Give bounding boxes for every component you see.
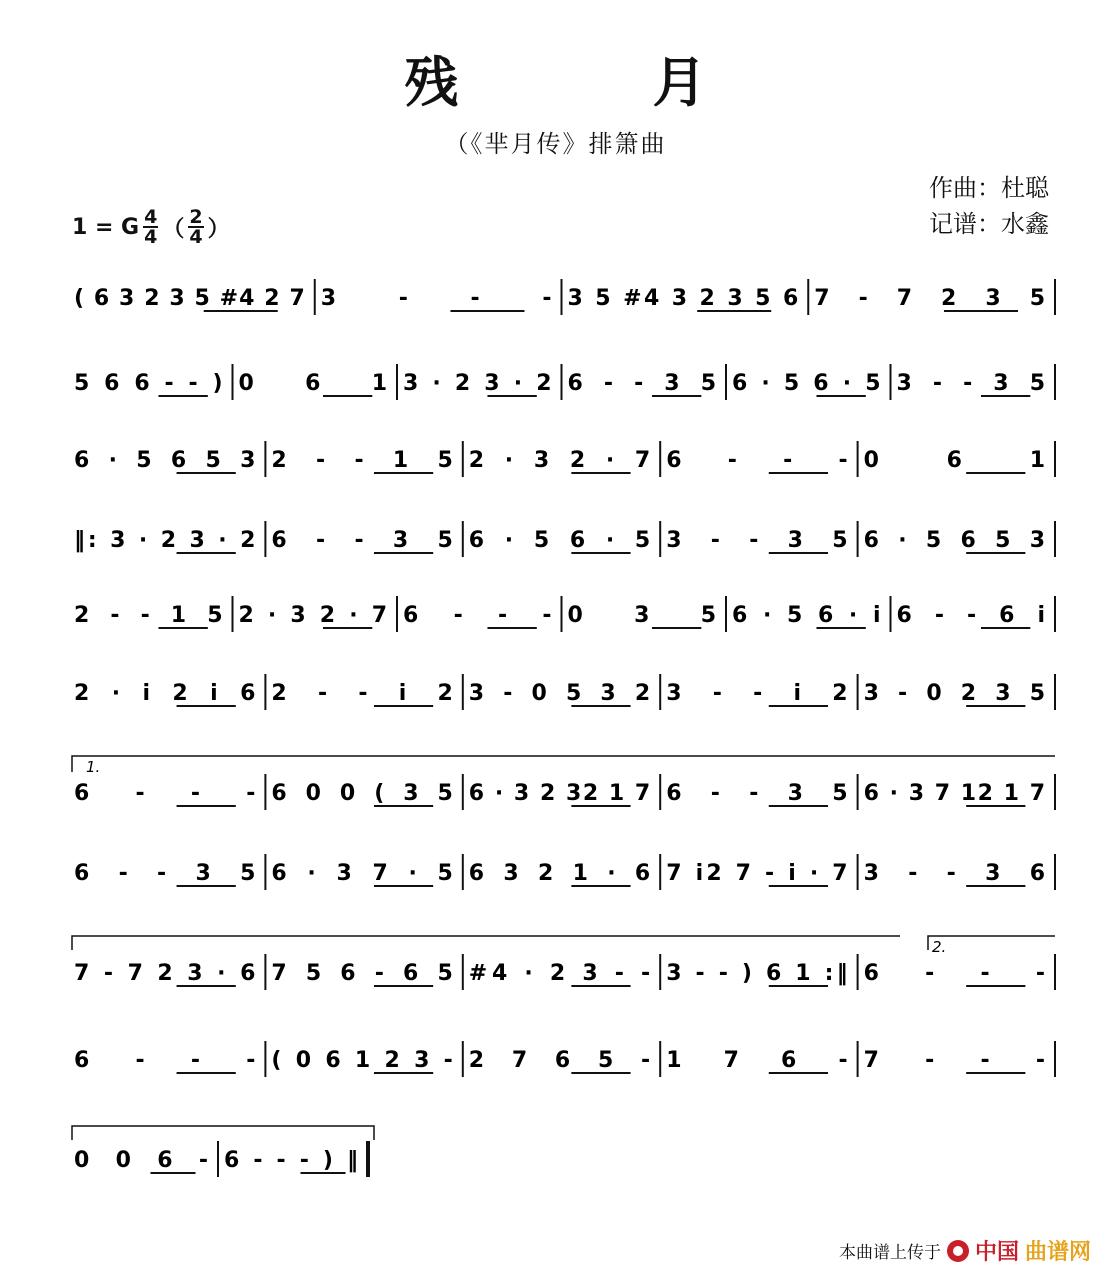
measure-notes: 3 - - 3 6 xyxy=(863,861,1045,886)
volta-first-label: 1. xyxy=(86,758,101,776)
measure-notes: 2 · 3 2 · 7 xyxy=(468,448,651,473)
measure-notes: 7 - - - xyxy=(863,1048,1045,1073)
measure-notes: 3 - - i 2 xyxy=(666,681,848,706)
measure-notes: 6 - - 3 5 xyxy=(666,781,848,806)
measure-notes: 0 6 1 xyxy=(238,371,387,396)
measure-notes: 3 - - 3 5 xyxy=(896,371,1045,396)
measure-notes: 3 - 0 2 3 5 xyxy=(863,681,1045,706)
measure-notes: 6 3 2 1 · 6 xyxy=(468,861,651,886)
measure-notes: 3 - - 3 5 xyxy=(666,528,848,553)
measure-notes: 6 · 3 7 12 1 7 xyxy=(863,781,1045,806)
volta-second-label: 2. xyxy=(932,938,947,956)
measure-notes: 6 · 5 6 · 5 xyxy=(468,528,651,553)
measure-notes: 6 · 5 6 · 5 xyxy=(732,371,881,396)
measure-notes: 3 - - ) 6 1 :‖ xyxy=(666,961,848,986)
measure-notes: 1 7 6 - xyxy=(666,1048,848,1073)
site-brand-suffix: 曲谱网 xyxy=(1024,1240,1091,1265)
time-signature-alt: $\frac{2}{4}$ xyxy=(189,206,203,248)
measure-notes: 7 - 7 2 3 · 6 xyxy=(74,961,256,986)
measure-notes: 6 - - 3 5 xyxy=(74,861,256,886)
composer-credit: 作曲：杜聪 xyxy=(929,174,1049,202)
measure-notes: 6 - - - xyxy=(403,603,552,628)
measure-notes: 6 · 3 7 · 5 xyxy=(271,861,453,886)
transcriber-credit: 记谱：水鑫 xyxy=(929,210,1049,238)
key-signature: 1 = G $\frac{4}{4}$ （ $\frac{2}{4}$ ） xyxy=(72,206,230,248)
volta-continuation xyxy=(72,936,900,950)
measure-notes: 2 · 3 2 · 7 xyxy=(238,603,387,628)
key-label: 1 = G xyxy=(72,214,140,240)
measure-notes: 3 - - - xyxy=(320,286,552,311)
measure-notes: 2 · i 2 i 6 xyxy=(74,681,256,706)
measure-notes: 6 - - 3 5 xyxy=(271,528,453,553)
measure-notes: ( 6 3 2 3 5 #4 2 7 xyxy=(74,286,305,311)
measure-notes: 2 - - 1 5 xyxy=(74,603,223,628)
measure-notes: 0 0 6 - xyxy=(74,1148,208,1173)
measure-notes: 6 0 0 ( 3 5 xyxy=(271,781,453,806)
measure-notes: ( 0 6 1 2 3 - xyxy=(271,1048,453,1073)
measure-notes: 6 - - - xyxy=(74,781,256,806)
measure-notes: ‖: 3 · 2 3 · 2 xyxy=(74,528,256,553)
measure-notes: 7 - 7 2 3 5 xyxy=(814,286,1045,311)
measure-notes: 6 - - - xyxy=(666,448,848,473)
footer-text: 本曲谱上传于 xyxy=(838,1243,941,1263)
measure-notes: 3 - 0 5 3 2 xyxy=(468,681,651,706)
time-signature-main: $\frac{4}{4}$ xyxy=(144,206,158,248)
measure-notes: 3 5 #4 3 2 3 5 6 xyxy=(567,286,799,311)
measure-notes: 3 · 2 3 · 2 xyxy=(403,371,552,396)
measure-notes: #4 · 2 3 - - xyxy=(468,961,651,986)
measure-notes: 6 - - - xyxy=(863,961,1045,986)
measure-notes: 2 - - i 2 xyxy=(271,681,453,706)
footer xyxy=(839,1235,1091,1266)
site-logo-icon xyxy=(947,1240,969,1262)
volta-second-bracket xyxy=(928,936,1055,950)
measure-notes: 6 · 5 6 · i xyxy=(732,603,881,628)
measure-notes: 6 - - 6 i xyxy=(896,603,1045,628)
measure-notes: 2 - - 1 5 xyxy=(271,448,453,473)
measure-notes: 6 · 5 6 5 3 xyxy=(74,448,256,473)
measure-notes: 0 3 5 xyxy=(567,603,716,628)
measure-notes: 2 7 6 5 - xyxy=(468,1048,651,1073)
measure-notes: 5 6 6 - - ) xyxy=(74,371,223,396)
measure-notes: 6 - - - ) ‖ xyxy=(224,1148,358,1173)
subtitle: （《芈月传》排箫曲 xyxy=(444,130,667,158)
page-title: 残 月 xyxy=(404,50,777,114)
measure-notes: 7 i2 7 - i · 7 xyxy=(666,861,848,886)
measure-notes: 6 - - - xyxy=(74,1048,256,1073)
ending-bracket xyxy=(72,1126,374,1140)
measure-notes: 6 - - 3 5 xyxy=(567,371,716,396)
measure-notes: 6 · 5 6 5 3 xyxy=(863,528,1045,553)
volta-first-bracket xyxy=(72,756,1055,772)
site-brand: 中国 xyxy=(974,1240,1019,1265)
measure-notes: 7 5 6 - 6 5 xyxy=(271,961,453,986)
measure-notes: 6 · 3 2 32 1 7 xyxy=(468,781,651,806)
measure-notes: 0 6 1 xyxy=(863,448,1045,473)
